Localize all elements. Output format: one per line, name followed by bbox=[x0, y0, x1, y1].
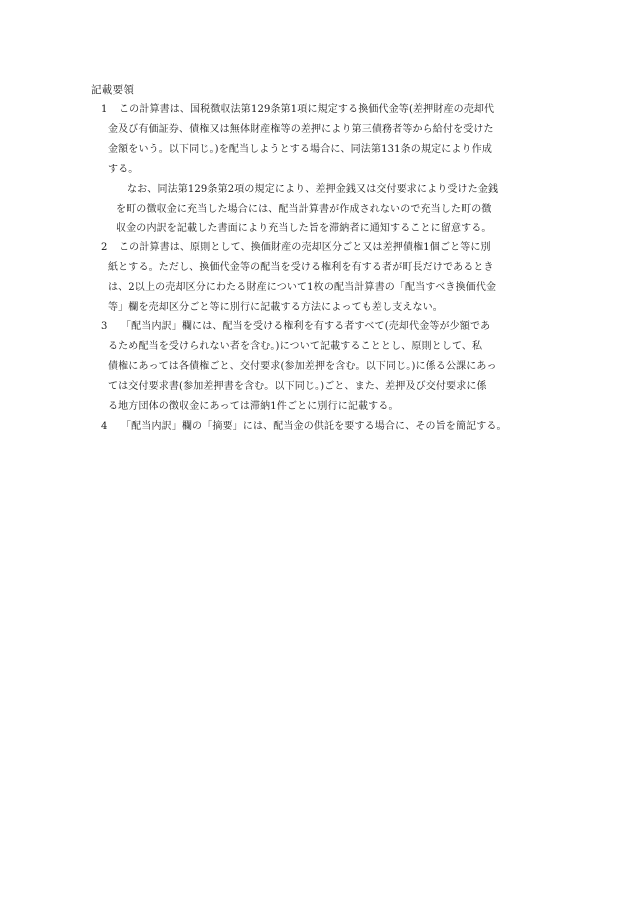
item-1-line-2: 金及び有価証券、債権又は無体財産権等の差押により第三債務者等から給付を受けた bbox=[108, 124, 494, 135]
item-4-line-1: 「配当内訳」欄の「摘要」には、配当金の供託を要する場合に、その旨を簡記する。 bbox=[121, 421, 507, 432]
item-3-line-2: るため配当を受けられない者を含む。)について記載することとし、原則として、私 bbox=[108, 341, 483, 352]
item-1-note-line-2: を町の徴収金に充当した場合には、配当計算書が作成されないので充当した町の徴 bbox=[116, 204, 492, 215]
item-1-number: 1 bbox=[101, 104, 108, 115]
item-3-line-3: 債権にあっては各債権ごと、交付要求(参加差押を含む。以下同じ。)に係る公課にあっ bbox=[108, 361, 497, 372]
item-2-number: 2 bbox=[101, 242, 108, 253]
item-4-number: 4 bbox=[101, 421, 108, 432]
item-3-line-4: ては交付要求書(参加差押書を含む。以下同じ。)ごと、また、差押及び交付要求に係 bbox=[108, 381, 487, 392]
item-1-note-line-1: なお、同法第129条第2項の規定により、差押金銭又は交付要求により受けた金銭 bbox=[127, 184, 499, 195]
document-heading: 記載要領 bbox=[91, 84, 135, 96]
item-1-note-line-3: 収金の内訳を記載した書面により充当した旨を滞納者に通知することに留意する。 bbox=[116, 223, 492, 234]
item-3-line-5: る地方団体の徴収金にあっては滞納1件ごとに別行に記載する。 bbox=[108, 401, 399, 412]
item-3-number: 3 bbox=[101, 321, 108, 332]
item-3-line-1: 「配当内訳」欄には、配当を受ける権利を有する者すべて(売却代金等が少額であ bbox=[121, 321, 491, 332]
item-2-line-1: この計算書は、原則として、換価財産の売却区分ごと又は差押債権1個ごと等に別 bbox=[119, 242, 491, 253]
item-1-line-4: する。 bbox=[108, 164, 139, 175]
item-1-line-1: この計算書は、国税徴収法第129条第1項に規定する換価代金等(差押財産の売却代 bbox=[119, 104, 495, 115]
item-2-line-4: 等」欄を売却区分ごと等に別行に記載する方法によっても差し支えない。 bbox=[108, 302, 443, 313]
item-2-line-3: は、2以上の売却区分にわたる財産について1枚の配当計算書の「配当すべき換価代金 bbox=[108, 282, 497, 293]
item-1-line-3: 金額をいう。以下同じ。)を配当しようとする場合に、同法第131条の規定により作成 bbox=[108, 144, 492, 155]
item-2-line-2: 紙とする。ただし、換価代金等の配当を受ける権利を有する者が町長だけであるとき bbox=[108, 262, 494, 273]
